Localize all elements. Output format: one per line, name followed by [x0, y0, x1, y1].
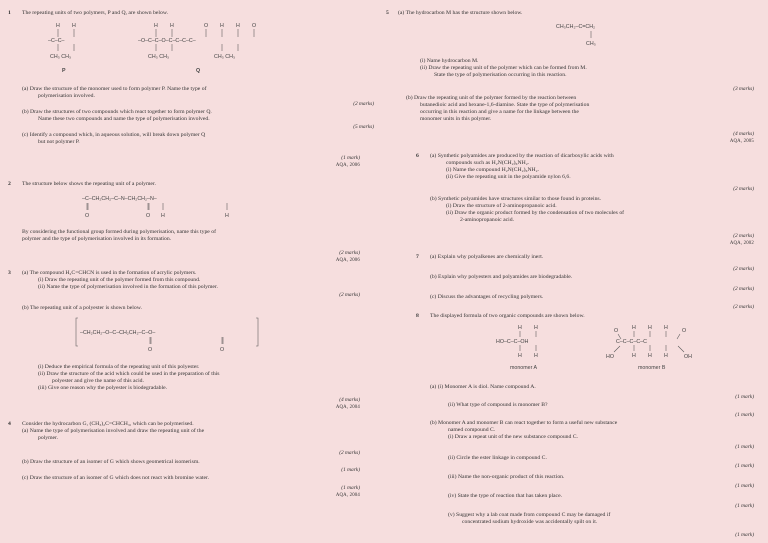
q7a: (a) Explain why polyalkenes are chemically inert. — [430, 254, 544, 260]
q1c-line1: (c) Identify a compound which, in aqueous solution, will break down polymer Q — [22, 132, 206, 138]
svg-text:H: H — [72, 23, 76, 29]
svg-text:OH: OH — [684, 354, 692, 360]
q7a-marks: (2 marks) — [733, 266, 754, 272]
q6a-marks: (2 marks) — [733, 186, 754, 192]
q3-polyester-structure — [74, 316, 274, 358]
svg-text:O: O — [85, 213, 90, 219]
q7-number: 7 — [416, 254, 419, 260]
q6a-line1: (a) Synthetic polyamides are produced by the reaction of dicarboxylic acids with — [430, 153, 614, 159]
q3a-line1: (a) The compound H₂C=CHCN is used in the formation of acrylic polymers. — [22, 270, 197, 276]
q3b-ii-line2: polyester and give the name of this acid. — [52, 378, 144, 384]
q8a-i: (a) (i) Monomer A is diol. Name compound A. — [430, 384, 536, 390]
monomer-a-label: monomer A — [510, 365, 538, 371]
q2-intro: The structure below shows the repeating unit of a polymer. — [22, 181, 156, 187]
svg-text:H: H — [648, 353, 652, 359]
q5b-line3: occurring in this reaction and give a name for the linkage between the — [420, 109, 579, 115]
q4c-marks: (1 mark) — [341, 485, 360, 491]
q7c: (c) Discuss the advantages of recycling polymers. — [430, 294, 544, 300]
q8b-ii: (ii) Circle the ester linkage in compound C. — [448, 455, 547, 461]
q2-polyamide-structure — [82, 192, 282, 222]
hydrocarbon-m-structure — [556, 20, 636, 50]
svg-text:H: H — [56, 23, 60, 29]
q4-source: AQA, 2004 — [335, 493, 360, 498]
q8-number: 8 — [416, 313, 419, 319]
svg-text:O: O — [252, 23, 257, 29]
q2-source: AQA, 2006 — [335, 258, 360, 263]
svg-text:H: H — [161, 213, 165, 219]
q2-marks: (2 marks) — [339, 250, 360, 256]
q8b-v-line1: (v) Suggest why a lab coat made from compound C may be damaged if — [448, 512, 611, 518]
q8b-v-marks: (1 mark) — [735, 532, 754, 538]
svg-text:H: H — [518, 325, 522, 331]
svg-text:O: O — [148, 347, 153, 353]
q1b-line1: (b) Draw the structures of two compounds which react together to form polymer Q. — [22, 109, 212, 115]
q5a-ii-line1: (ii) Draw the repeating unit of the polymer which can be formed from M. — [420, 65, 587, 71]
q8a-i-marks: (1 mark) — [735, 394, 754, 400]
q4c-line1: (c) Draw the structure of an isomer of G which does not react with bromine water. — [22, 475, 209, 481]
svg-text:H: H — [664, 325, 668, 331]
svg-text:C–C–C–C–C: C–C–C–C–C — [616, 339, 647, 345]
q8b-iv: (iv) State the type of reaction that has taken place. — [448, 493, 563, 499]
monomer-a-structure — [496, 325, 538, 371]
q3b-ii-line1: (ii) Draw the structure of the acid which could be used in the preparation of this — [38, 371, 220, 377]
svg-text:H: H — [236, 23, 240, 29]
q6-number: 6 — [416, 153, 419, 159]
q8-monomers — [496, 322, 736, 374]
svg-text:H: H — [664, 353, 668, 359]
q8b-iii-marks: (1 mark) — [735, 483, 754, 489]
q5b-marks: (4 marks) — [733, 131, 754, 137]
q5a-ii-line2: State the type of polymerisation occurring in this reaction. — [434, 72, 567, 78]
q7b: (b) Explain why polyesters and polyamides are biodegradable. — [430, 274, 573, 280]
q8-intro: The displayed formula of two organic compounds are shown below. — [430, 313, 585, 319]
q1c-line2: but not polymer P. — [38, 139, 80, 145]
q4-intro: Consider the hydrocarbon G, (CH₃)₂C=CHCH₃, which can be polymerised. — [22, 421, 194, 427]
q1a-line2: polymerisation involved. — [38, 93, 95, 99]
q3a-i: (i) Draw the repeating unit of the polymer formed from this compound. — [38, 277, 201, 283]
svg-text:HO: HO — [606, 354, 614, 360]
q8a-ii-marks: (1 mark) — [735, 412, 754, 418]
q4b-line1: (b) Draw the structure of an isomer of G which shows geometrical isomerism. — [22, 459, 200, 465]
q8b-iii: (iii) Name the non-organic product of this reaction. — [448, 474, 565, 480]
q8a-ii: (ii) What type of compound is monomer B? — [448, 402, 548, 408]
q3b-i: (i) Deduce the empirical formula of the repeating unit of this polyester. — [38, 364, 200, 370]
svg-text:CH₃: CH₃ — [586, 41, 596, 47]
svg-text:–O–C–C–O–C–C–C–C–: –O–C–C–O–C–C–C–C– — [138, 38, 196, 44]
svg-text:H: H — [220, 23, 224, 29]
svg-text:–CH₂CH₂–O–C–CH₂CH₂–C–O–: –CH₂CH₂–O–C–CH₂CH₂–C–O– — [80, 330, 156, 336]
svg-text:HO–C–C–OH: HO–C–C–OH — [496, 339, 529, 345]
q6a-ii: (ii) Give the repeating unit in the polyamide nylon 6,6. — [446, 174, 571, 180]
q8b-ii-marks: (1 mark) — [735, 463, 754, 469]
monomer-b-label: monomer B — [638, 365, 666, 371]
q8b-line2: named compound C. — [448, 427, 496, 433]
q4a-line2: polymer. — [38, 435, 59, 441]
q3-source: AQA, 2004 — [335, 405, 360, 410]
polymer-q-label: Q — [196, 68, 201, 74]
q5a-marks: (3 marks) — [733, 86, 754, 92]
svg-text:H: H — [154, 23, 158, 29]
q6b-ii-line1: (ii) Draw the organic product formed by the condensation of two molecules of — [446, 210, 625, 216]
q8b-line1: (b) Monomer A and monomer B can react together to form a useful new substance — [430, 420, 618, 426]
q1a-marks: (2 marks) — [353, 101, 374, 107]
q5a-line1: (a) The hydrocarbon M has the structure shown below. — [398, 10, 523, 16]
svg-text:–C–CH₂CH₂–C–N–CH₂CH₂–N–: –C–CH₂CH₂–C–N–CH₂CH₂–N– — [82, 196, 157, 202]
svg-text:H: H — [225, 213, 229, 219]
svg-text:CH₃ CH₃: CH₃ CH₃ — [214, 54, 236, 60]
q1b-line2: Name these two compounds and name the type of polymerisation involved. — [38, 116, 210, 122]
svg-text:CH₃ CH₃: CH₃ CH₃ — [148, 54, 170, 60]
svg-text:H: H — [632, 325, 636, 331]
svg-text:CH₃CH₂–C=CH₂: CH₃CH₂–C=CH₂ — [556, 24, 596, 30]
svg-text:H: H — [648, 325, 652, 331]
q6b-line1: (b) Synthetic polyamides have structures similar to those found in proteins. — [430, 196, 602, 202]
q8b-i: (i) Draw a repeat unit of the new substance compound C. — [448, 434, 578, 440]
q5b-line4: monomer units in this polymer. — [420, 116, 492, 122]
svg-text:CH₃ CH₃: CH₃ CH₃ — [50, 54, 72, 60]
polymer-q-structure — [138, 23, 256, 74]
q1-source: AQA, 2006 — [335, 163, 360, 168]
q6-source: AQA, 2002 — [729, 241, 754, 246]
q1-number: 1 — [8, 10, 11, 16]
svg-text:O: O — [204, 23, 209, 29]
svg-text:O: O — [146, 213, 151, 219]
svg-text:H: H — [632, 353, 636, 359]
q6a-line2: compounds such as H₂N(CH₂)₆NH₂. — [446, 160, 530, 166]
q8b-v-line2: concentrated sodium hydroxide was accidentally spilt on it. — [462, 519, 598, 525]
q8b-i-marks: (1 mark) — [735, 444, 754, 450]
q1-intro: The repeating units of two polymers, P and Q, are shown below. — [22, 10, 168, 16]
q6a-i: (i) Name the compound H₂N(CH₂)₆NH₂. — [446, 167, 540, 173]
svg-text:O: O — [614, 328, 619, 334]
q4a-line1: (a) Name the type of polymerisation involved and draw the repeating unit of the — [22, 428, 205, 434]
q2-text-line1: By considering the functional group formed during polymerisation, name this type of — [22, 229, 216, 235]
q7b-marks: (2 marks) — [733, 286, 754, 292]
q1-structures — [48, 20, 348, 82]
q5-number: 5 — [386, 10, 389, 16]
q3b-marks: (4 marks) — [339, 397, 360, 403]
q3b-iii: (iii) Give one reason why the polyester is biodegradable. — [38, 385, 168, 391]
q3a-ii: (ii) Name the type of polymerisation involved in the formation of this polymer. — [38, 284, 218, 290]
polymer-p-structure — [48, 23, 76, 74]
q5-source: AQA, 2005 — [729, 139, 754, 144]
q5b-line2: butanedioic acid and hexane-1,6-diamine. State the type of polymerisation — [420, 102, 590, 108]
q4b-marks: (1 mark) — [341, 467, 360, 473]
q6b-marks: (2 marks) — [733, 233, 754, 239]
q5b-line1: (b) Draw the repeating unit of the polymer formed by the reaction between — [406, 95, 577, 101]
q4-number: 4 — [8, 421, 11, 427]
q7c-marks: (2 marks) — [733, 304, 754, 310]
svg-text:H: H — [518, 353, 522, 359]
svg-text:–C–C–: –C–C– — [48, 38, 65, 44]
q1c-marks: (1 mark) — [341, 155, 360, 161]
svg-text:H: H — [534, 353, 538, 359]
q3-number: 3 — [8, 270, 11, 276]
q1b-marks: (5 marks) — [353, 124, 374, 130]
q5a-i: (i) Name hydrocarbon M. — [420, 58, 479, 64]
q1a-line1: (a) Draw the structure of the monomer used to form polymer P. Name the type of — [22, 86, 207, 92]
svg-text:H: H — [534, 325, 538, 331]
q6b-i: (i) Draw the structure of 2-aminopropanoic acid. — [446, 203, 557, 209]
q3a-marks: (2 marks) — [339, 292, 360, 298]
q6b-ii-line2: 2-aminopropanoic acid. — [460, 217, 515, 223]
svg-text:O: O — [682, 328, 687, 334]
q2-number: 2 — [8, 181, 11, 187]
q8b-iv-marks: (1 mark) — [735, 503, 754, 509]
q4a-marks: (2 marks) — [339, 450, 360, 456]
svg-text:H: H — [170, 23, 174, 29]
polymer-p-label: P — [62, 68, 66, 74]
svg-text:O: O — [220, 347, 225, 353]
q3b-line1: (b) The repeating unit of a polyester is shown below. — [22, 305, 142, 311]
monomer-b-structure — [606, 325, 692, 371]
q2-text-line2: polymer and the type of polymerisation involved in its formation. — [22, 236, 172, 242]
